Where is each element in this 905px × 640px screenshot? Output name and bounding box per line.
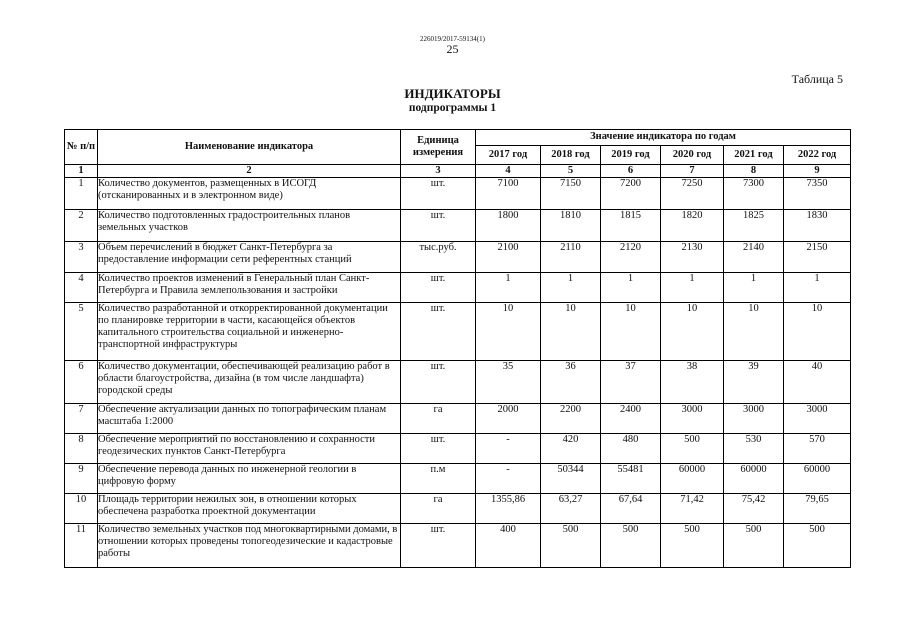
value-cell: 39 bbox=[724, 361, 784, 404]
indicator-name: Количество подготовленных градостроительных планов земельных участков bbox=[98, 210, 401, 242]
value-cell: 500 bbox=[661, 434, 724, 464]
value-cell: 60000 bbox=[784, 464, 851, 494]
table-row bbox=[65, 404, 851, 434]
column-number: 2 bbox=[98, 165, 401, 178]
table-row bbox=[65, 178, 851, 210]
indicator-name: Количество разработанной и откорректированной документации по планировке территории в части, касающейся объектов капитального строительства социальной и инженерно-транспортной инфраструктуры bbox=[98, 303, 401, 361]
page-number: 25 bbox=[446, 42, 459, 56]
indicator-unit: п.м bbox=[401, 464, 476, 494]
row-number: 3 bbox=[65, 242, 98, 273]
column-number: 7 bbox=[661, 165, 724, 178]
row-number: 2 bbox=[65, 210, 98, 242]
document-id: 226019/2017-59134(1) bbox=[420, 35, 485, 43]
value-cell: 2100 bbox=[476, 242, 541, 273]
value-cell: 420 bbox=[541, 434, 601, 464]
page-subtitle: подпрограммы 1 bbox=[408, 102, 497, 114]
header-unit: Единица измерения bbox=[401, 130, 476, 165]
column-number: 5 bbox=[541, 165, 601, 178]
value-cell: 35 bbox=[476, 361, 541, 404]
page-title: ИНДИКАТОРЫ bbox=[404, 86, 501, 101]
value-cell: 1 bbox=[541, 273, 601, 303]
value-cell: 1 bbox=[784, 273, 851, 303]
value-cell: 500 bbox=[601, 524, 661, 568]
indicator-unit: шт. bbox=[401, 178, 476, 210]
value-cell: 500 bbox=[661, 524, 724, 568]
header-year: 2018 год bbox=[541, 146, 601, 165]
value-cell: 1825 bbox=[724, 210, 784, 242]
value-cell: 2120 bbox=[601, 242, 661, 273]
indicator-name: Количество документации, обеспечивающей реализацию работ в области благоустройства, дизайна (в том числе ландшафта) городской среды bbox=[98, 361, 401, 404]
table-number: Таблица 5 bbox=[791, 72, 843, 86]
indicator-unit: га bbox=[401, 404, 476, 434]
column-number-row bbox=[65, 165, 851, 178]
indicator-unit: шт. bbox=[401, 210, 476, 242]
value-cell: 7250 bbox=[661, 178, 724, 210]
indicator-name: Обеспечение мероприятий по восстановлению и сохранности геодезических пунктов Санкт-Петербурга bbox=[98, 434, 401, 464]
value-cell: - bbox=[476, 434, 541, 464]
value-cell: 1820 bbox=[661, 210, 724, 242]
value-cell: 10 bbox=[476, 303, 541, 361]
value-cell: 67,64 bbox=[601, 494, 661, 524]
value-cell: 400 bbox=[476, 524, 541, 568]
value-cell: - bbox=[476, 464, 541, 494]
value-cell: 570 bbox=[784, 434, 851, 464]
value-cell: 480 bbox=[601, 434, 661, 464]
row-number: 10 bbox=[65, 494, 98, 524]
value-cell: 7100 bbox=[476, 178, 541, 210]
table-row bbox=[65, 242, 851, 273]
value-cell: 2200 bbox=[541, 404, 601, 434]
indicator-unit: га bbox=[401, 494, 476, 524]
header-values-by-year: Значение индикатора по годам bbox=[476, 130, 851, 146]
indicator-unit: тыс.руб. bbox=[401, 242, 476, 273]
header-year: 2022 год bbox=[784, 146, 851, 165]
value-cell: 3000 bbox=[784, 404, 851, 434]
indicator-unit: шт. bbox=[401, 303, 476, 361]
header-year: 2021 год bbox=[724, 146, 784, 165]
row-number: 5 bbox=[65, 303, 98, 361]
column-number: 3 bbox=[401, 165, 476, 178]
value-cell: 2150 bbox=[784, 242, 851, 273]
value-cell: 3000 bbox=[661, 404, 724, 434]
indicator-unit: шт. bbox=[401, 524, 476, 568]
indicators-table bbox=[64, 129, 851, 568]
table-row bbox=[65, 361, 851, 404]
value-cell: 3000 bbox=[724, 404, 784, 434]
value-cell: 2140 bbox=[724, 242, 784, 273]
value-cell: 530 bbox=[724, 434, 784, 464]
value-cell: 2000 bbox=[476, 404, 541, 434]
header-number: № п/п bbox=[65, 130, 98, 165]
value-cell: 1810 bbox=[541, 210, 601, 242]
value-cell: 7200 bbox=[601, 178, 661, 210]
column-number: 1 bbox=[65, 165, 98, 178]
value-cell: 2130 bbox=[661, 242, 724, 273]
indicator-unit: шт. bbox=[401, 434, 476, 464]
value-cell: 37 bbox=[601, 361, 661, 404]
value-cell: 7150 bbox=[541, 178, 601, 210]
indicator-name: Площадь территории нежилых зон, в отношении которых обеспечена разработка проектной документации bbox=[98, 494, 401, 524]
value-cell: 36 bbox=[541, 361, 601, 404]
row-number: 1 bbox=[65, 178, 98, 210]
value-cell: 1 bbox=[661, 273, 724, 303]
header-year: 2017 год bbox=[476, 146, 541, 165]
indicator-name: Обеспечение актуализации данных по топографическим планам масштаба 1:2000 bbox=[98, 404, 401, 434]
value-cell: 10 bbox=[541, 303, 601, 361]
value-cell: 500 bbox=[541, 524, 601, 568]
column-number: 8 bbox=[724, 165, 784, 178]
value-cell: 40 bbox=[784, 361, 851, 404]
value-cell: 500 bbox=[784, 524, 851, 568]
value-cell: 60000 bbox=[661, 464, 724, 494]
indicator-name: Обеспечение перевода данных по инженерной геологии в цифровую форму bbox=[98, 464, 401, 494]
column-number: 6 bbox=[601, 165, 661, 178]
value-cell: 1830 bbox=[784, 210, 851, 242]
table-row bbox=[65, 303, 851, 361]
row-number: 11 bbox=[65, 524, 98, 568]
row-number: 7 bbox=[65, 404, 98, 434]
value-cell: 10 bbox=[661, 303, 724, 361]
value-cell: 2110 bbox=[541, 242, 601, 273]
table-row bbox=[65, 273, 851, 303]
value-cell: 75,42 bbox=[724, 494, 784, 524]
value-cell: 7300 bbox=[724, 178, 784, 210]
indicator-name: Объем перечислений в бюджет Санкт-Петербурга за предоставление информации сети референтных станций bbox=[98, 242, 401, 273]
row-number: 9 bbox=[65, 464, 98, 494]
table-row bbox=[65, 464, 851, 494]
indicator-unit: шт. bbox=[401, 361, 476, 404]
indicator-name: Количество документов, размещенных в ИСОГД (отсканированных и в электронном виде) bbox=[98, 178, 401, 210]
value-cell: 38 bbox=[661, 361, 724, 404]
header-year: 2020 год bbox=[661, 146, 724, 165]
indicator-name: Количество земельных участков под многоквартирными домами, в отношении которых проведены топогеодезические и кадастровые работы bbox=[98, 524, 401, 568]
row-number: 4 bbox=[65, 273, 98, 303]
value-cell: 50344 bbox=[541, 464, 601, 494]
value-cell: 79,65 bbox=[784, 494, 851, 524]
row-number: 8 bbox=[65, 434, 98, 464]
value-cell: 71,42 bbox=[661, 494, 724, 524]
value-cell: 500 bbox=[724, 524, 784, 568]
value-cell: 1 bbox=[724, 273, 784, 303]
table-row bbox=[65, 524, 851, 568]
column-number: 9 bbox=[784, 165, 851, 178]
value-cell: 1355,86 bbox=[476, 494, 541, 524]
value-cell: 55481 bbox=[601, 464, 661, 494]
row-number: 6 bbox=[65, 361, 98, 404]
column-number: 4 bbox=[476, 165, 541, 178]
table-row bbox=[65, 210, 851, 242]
table-row bbox=[65, 494, 851, 524]
value-cell: 10 bbox=[784, 303, 851, 361]
indicator-unit: шт. bbox=[401, 273, 476, 303]
value-cell: 1815 bbox=[601, 210, 661, 242]
value-cell: 63,27 bbox=[541, 494, 601, 524]
value-cell: 10 bbox=[601, 303, 661, 361]
header-indicator-name: Наименование индикатора bbox=[98, 130, 401, 165]
value-cell: 10 bbox=[724, 303, 784, 361]
value-cell: 1800 bbox=[476, 210, 541, 242]
value-cell: 60000 bbox=[724, 464, 784, 494]
value-cell: 1 bbox=[476, 273, 541, 303]
indicator-name: Количество проектов изменений в Генеральный план Санкт-Петербурга и Правила землепользования и застройки bbox=[98, 273, 401, 303]
table-row bbox=[65, 434, 851, 464]
value-cell: 2400 bbox=[601, 404, 661, 434]
header-year: 2019 год bbox=[601, 146, 661, 165]
value-cell: 7350 bbox=[784, 178, 851, 210]
value-cell: 1 bbox=[601, 273, 661, 303]
